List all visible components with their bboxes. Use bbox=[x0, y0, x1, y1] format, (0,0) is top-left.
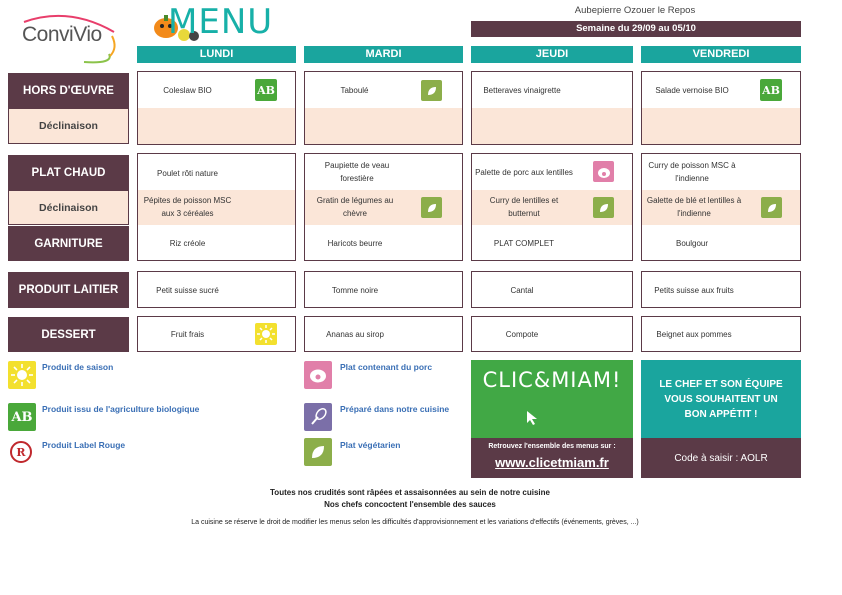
vegetarian-leaf-icon bbox=[421, 80, 442, 101]
row-label-plat-chaud: PLAT CHAUD bbox=[8, 155, 129, 190]
note-sauces: Nos chefs concoctent l'ensemble des sauces bbox=[324, 500, 496, 509]
vegetarian-leaf-icon bbox=[761, 197, 782, 218]
legend-saison: Produit de saison bbox=[42, 362, 114, 372]
dessert-mardi: Ananas au sirop bbox=[326, 329, 384, 339]
plat-chaud-vendredi: Curry de poisson MSC à l'indienne bbox=[648, 161, 736, 183]
dessert-lundi: Fruit frais bbox=[170, 329, 205, 339]
laitier-mardi: Tomme noire bbox=[331, 285, 379, 295]
day-header-lundi: LUNDI bbox=[137, 46, 296, 63]
row-label-declinaison-2: Déclinaison bbox=[8, 190, 129, 225]
pork-pig-icon bbox=[593, 161, 614, 182]
sun-season-icon bbox=[8, 361, 36, 389]
garniture-mardi: Haricots beurre bbox=[327, 238, 383, 248]
cursor-icon bbox=[526, 410, 540, 426]
clicetmiam-link[interactable]: www.clicetmiam.fr bbox=[495, 455, 609, 470]
declinaison-jeudi: Curry de lentilles et butternut bbox=[489, 196, 559, 218]
brand-logo bbox=[14, 14, 124, 64]
day-header-jeudi: JEUDI bbox=[471, 46, 633, 63]
plat-chaud-jeudi: Palette de porc aux lentilles bbox=[475, 167, 573, 177]
chef-message: LE CHEF ET SON ÉQUIPE VOUS SOUHAITENT UN BON APPÉTIT ! bbox=[659, 378, 783, 420]
location: Aubepierre Ozouer le Repos bbox=[574, 5, 696, 16]
dessert-jeudi: Compote bbox=[505, 329, 539, 339]
declinaison-vendredi: Galette de blé et lentilles à l'indienne bbox=[646, 196, 742, 218]
plat-chaud-lundi: Poulet rôti nature bbox=[157, 168, 218, 178]
legend-cuisine: Préparé dans notre cuisine bbox=[340, 404, 450, 414]
garniture-lundi: Riz créole bbox=[169, 238, 206, 248]
chef-message-box bbox=[641, 360, 801, 438]
hors-doeuvre-mardi: Taboulé bbox=[340, 85, 369, 95]
declinaison1-bg-jeudi bbox=[472, 108, 632, 144]
hors-doeuvre-jeudi: Betteraves vinaigrette bbox=[483, 85, 561, 95]
hors-doeuvre-vendredi: Salade vernoise BIO bbox=[655, 85, 729, 95]
day-header-vendredi: VENDREDI bbox=[641, 46, 801, 63]
declinaison1-bg-mardi bbox=[305, 108, 462, 144]
laitier-vendredi: Petits suisse aux fruits bbox=[654, 285, 734, 295]
laitier-jeudi: Cantal bbox=[510, 285, 534, 295]
row-label-hors-doeuvre: HORS D'ŒUVRE bbox=[8, 73, 129, 108]
svg-text:R: R bbox=[16, 446, 26, 459]
garniture-vendredi: Boulgour bbox=[675, 238, 709, 248]
bio-ab-icon: AB bbox=[255, 79, 277, 101]
row-label-garniture: GARNITURE bbox=[8, 226, 129, 261]
garniture-jeudi: PLAT COMPLET bbox=[493, 238, 555, 248]
code-box bbox=[641, 438, 801, 478]
day-header-mardi: MARDI bbox=[304, 46, 463, 63]
legend-vegetarien: Plat végétarien bbox=[340, 440, 401, 450]
laitier-lundi: Petit suisse sucré bbox=[156, 285, 219, 295]
declinaison-mardi: Gratin de légumes au chèvre bbox=[316, 196, 394, 218]
row-label-declinaison-1: Déclinaison bbox=[8, 108, 129, 144]
menu-title: MENU bbox=[168, 2, 274, 42]
declinaison1-bg-vendredi bbox=[642, 108, 800, 144]
bio-ab-icon: AB bbox=[760, 79, 782, 101]
clic-miam-banner[interactable] bbox=[471, 360, 633, 438]
brand-name: ConviVio bbox=[22, 23, 102, 46]
row-label-dessert: DESSERT bbox=[8, 317, 129, 352]
access-code: Code à saisir : AOLR bbox=[674, 452, 768, 464]
hors-doeuvre-lundi: Coleslaw BIO bbox=[163, 85, 212, 95]
plat-chaud-mardi: Paupiette de veau forestière bbox=[324, 161, 390, 183]
sun-season-icon bbox=[255, 323, 277, 345]
legend-bio: Produit issu de l'agriculture biologique bbox=[42, 404, 200, 414]
clic-miam-url-box[interactable] bbox=[471, 438, 633, 478]
vegetarian-leaf-icon bbox=[593, 197, 614, 218]
note-crudites: Toutes nos crudités sont râpées et assaisonnées au sein de notre cuisine bbox=[270, 488, 550, 497]
bio-ab-icon: AB bbox=[8, 403, 36, 431]
legend-label-rouge: Produit Label Rouge bbox=[42, 440, 126, 450]
week-banner: Semaine du 29/09 au 05/10 bbox=[471, 21, 801, 37]
retrouvez-text: Retrouvez l'ensemble des menus sur : bbox=[488, 443, 616, 450]
declinaison1-bg-lundi bbox=[138, 108, 295, 144]
label-rouge-icon bbox=[8, 440, 34, 464]
vegetarian-leaf-icon bbox=[421, 197, 442, 218]
legend-porc: Plat contenant du porc bbox=[340, 362, 433, 372]
clic-miam-logo: CLIC&MIAM! bbox=[482, 368, 622, 392]
note-reserve: La cuisine se réserve le droit de modifier les menus selon les difficultés d'approvisionnement et les variations d'effectifs (événements, grèves, ...) bbox=[191, 519, 639, 526]
vegetarian-leaf-icon bbox=[304, 438, 332, 466]
declinaison-lundi: Pépites de poisson MSC aux 3 céréales bbox=[143, 196, 232, 218]
row-label-produit-laitier: PRODUIT LAITIER bbox=[8, 272, 129, 308]
whisk-cuisine-icon bbox=[304, 403, 332, 431]
dessert-vendredi: Beignet aux pommes bbox=[656, 329, 732, 339]
pork-pig-icon bbox=[304, 361, 332, 389]
